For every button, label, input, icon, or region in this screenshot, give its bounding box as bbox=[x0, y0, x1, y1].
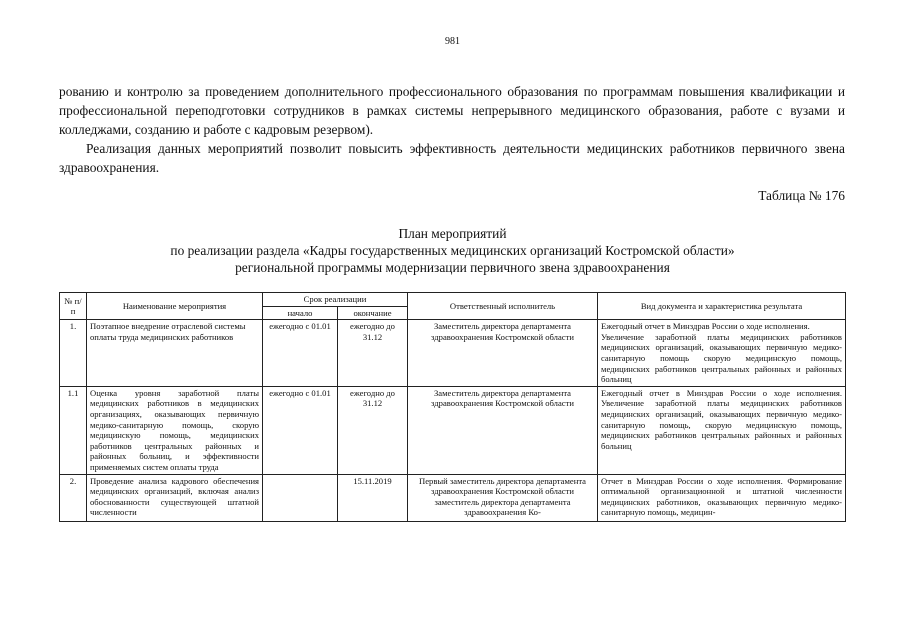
row-end: 15.11.2019 bbox=[338, 474, 408, 521]
plan-title-line: региональной программы модернизации первичного звена здравоохранения bbox=[235, 260, 670, 275]
row-num: 1.1 bbox=[60, 386, 87, 474]
row-start: ежегодно с 01.01 bbox=[263, 386, 338, 474]
plan-table bbox=[59, 292, 846, 522]
body-text bbox=[59, 82, 845, 177]
row-start: ежегодно с 01.01 bbox=[263, 320, 338, 387]
row-num: 2. bbox=[60, 474, 87, 521]
row-result: Отчет в Минздрав России о ходе исполнения. Формирование оптимальной организационной и штатной численности медицинских работников, оказывающих первичную медико-санитарную помощь, медицин- bbox=[598, 474, 846, 521]
row-num: 1. bbox=[60, 320, 87, 387]
result-line: Ежегодный отчет в Минздрав России о ходе исполнения. bbox=[601, 321, 810, 332]
table-number: Таблица № 176 bbox=[758, 188, 845, 203]
header-result: Вид документа и характеристика результата bbox=[598, 293, 846, 320]
row-name: Поэтапное внедрение отраслевой системы оплаты труда медицинских работников bbox=[87, 320, 263, 387]
result-line: Ежегодный отчет в Минздрав России о ходе исполнения. Увеличение заработной платы медицинских работников медицинских организаций, оказывающих первичную медико-санитарную помощь, скорую медицинскую помощь, медицинских работников центральных районных и районных больниц bbox=[601, 387, 842, 451]
row-result bbox=[598, 386, 846, 474]
row-executor: Первый заместитель директора департамента здравоохранения Костромской области заместитель директора департамента здравоохранения Ко- bbox=[408, 474, 598, 521]
row-name: Проведение анализа кадрового обеспечения медицинских организаций, включая анализ обоснованности существующей штатной численности bbox=[87, 474, 263, 521]
result-line: Увеличение заработной платы медицинских работников медицинских организаций, оказывающих первичную медико-санитарную помощь скорую медицинскую помощь, медицинских работников центральных районных и районных больниц bbox=[601, 331, 842, 385]
row-end: ежегодно до 31.12 bbox=[338, 386, 408, 474]
row-name: Оценка уровня заработной платы медицинских работников в медицинских организациях, оказывающих первичную медико-санитарную помощь, скорую медицинскую помощь, медицинских работников центральных районных и районных больниц, и эффективности применяемых систем оплаты труда bbox=[87, 386, 263, 474]
header-num: № п/п bbox=[60, 293, 87, 320]
table-row bbox=[60, 320, 846, 387]
plan-title-line: План мероприятий bbox=[398, 226, 507, 241]
table-row bbox=[60, 386, 846, 474]
paragraph: рованию и контролю за проведением дополнительного профессионального образования по программам повышения квалификации и профессиональной переподготовки сотрудников в рамках системы непрерывного медицинского образования, работе с вузами и колледжами, созданию и работе с кадровым резервом). bbox=[59, 84, 845, 137]
paragraph: Реализация данных мероприятий позволит повысить эффективность деятельности медицинских работников первичного звена здравоохранения. bbox=[59, 141, 845, 175]
plan-title bbox=[0, 225, 905, 276]
row-start bbox=[263, 474, 338, 521]
header-name: Наименование мероприятия bbox=[87, 293, 263, 320]
plan-title-line: по реализации раздела «Кадры государственных медицинских организаций Костромской области» bbox=[170, 243, 735, 258]
row-executor: Заместитель директора департамента здравоохранения Костромской области bbox=[408, 386, 598, 474]
header-executor: Ответственный исполнитель bbox=[408, 293, 598, 320]
table-header-row bbox=[60, 293, 846, 307]
row-executor: Заместитель директора департамента здравоохранения Костромской области bbox=[408, 320, 598, 387]
header-start: начало bbox=[263, 306, 338, 320]
header-term: Срок реализации bbox=[263, 293, 408, 307]
page-number: 981 bbox=[445, 36, 460, 47]
row-result bbox=[598, 320, 846, 387]
row-end: ежегодно до 31.12 bbox=[338, 320, 408, 387]
header-end: окончание bbox=[338, 306, 408, 320]
table-row bbox=[60, 474, 846, 521]
